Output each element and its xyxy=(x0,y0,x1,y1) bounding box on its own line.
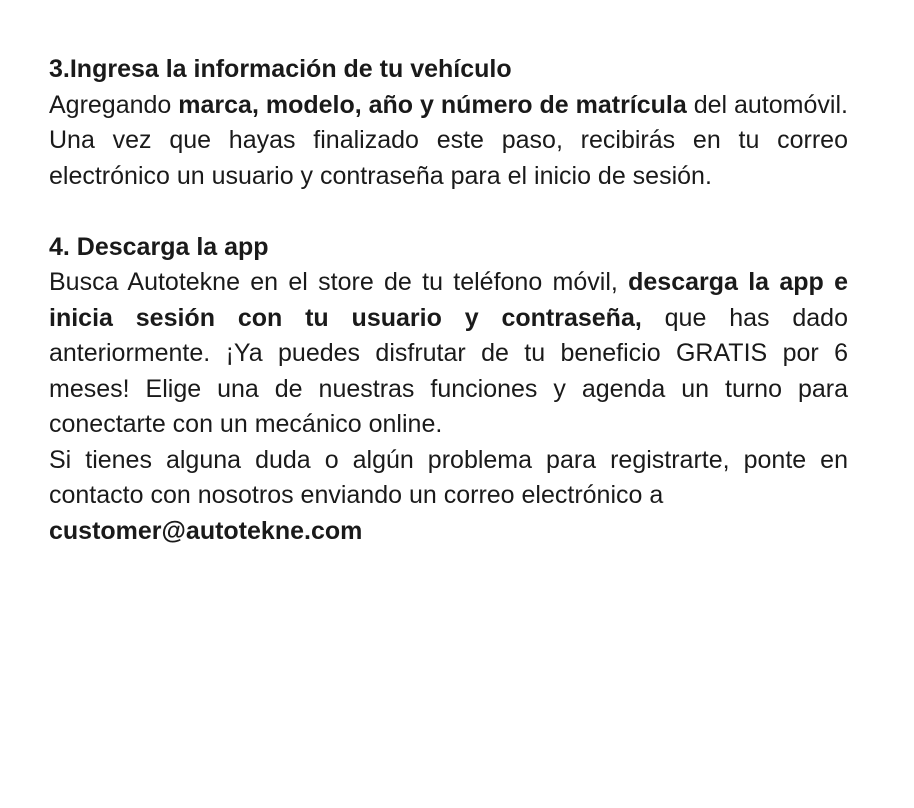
step-4-section xyxy=(49,230,848,550)
step-3-heading: 3.Ingresa la información de tu vehículo xyxy=(49,55,512,83)
step-4-text-post: que has dado anteriormente. ¡Ya puedes disfrutar de tu beneficio GRATIS por 6 meses! Elige una de nuestras funciones y agenda un turno para conectarte con un mecánico online. xyxy=(49,303,848,438)
step-3-text-post: del automóvil. xyxy=(686,90,848,119)
contact-email-link[interactable]: customer@autotekne.com xyxy=(49,516,363,545)
step-4-download-paragraph xyxy=(49,265,848,443)
step-4-heading: 4. Descarga la app xyxy=(49,232,269,261)
step-3-vehicle-fields: marca, modelo, año y número de matrícula xyxy=(178,90,687,119)
step-4-contact-paragraph: Si tienes alguna duda o algún problema para registrarte, ponte en contacto con nosotros enviando un correo electrónico a xyxy=(49,445,848,509)
step-3-vehicle-info-paragraph xyxy=(49,88,848,124)
step-3-text-pre: Agregando xyxy=(49,90,179,119)
step-3-email-notice-paragraph: Una vez que hayas finalizado este paso, recibirás en tu correo electrónico un usuario y contraseña para el inicio de sesión. xyxy=(49,126,848,190)
step-4-login-instruction: descarga la app e inicia sesión con tu usuario y contraseña, xyxy=(49,268,849,332)
document-body xyxy=(49,52,848,549)
step-3-section xyxy=(49,52,848,194)
step-4-text-pre: Busca Autotekne en el store de tu teléfono móvil, xyxy=(49,268,629,296)
